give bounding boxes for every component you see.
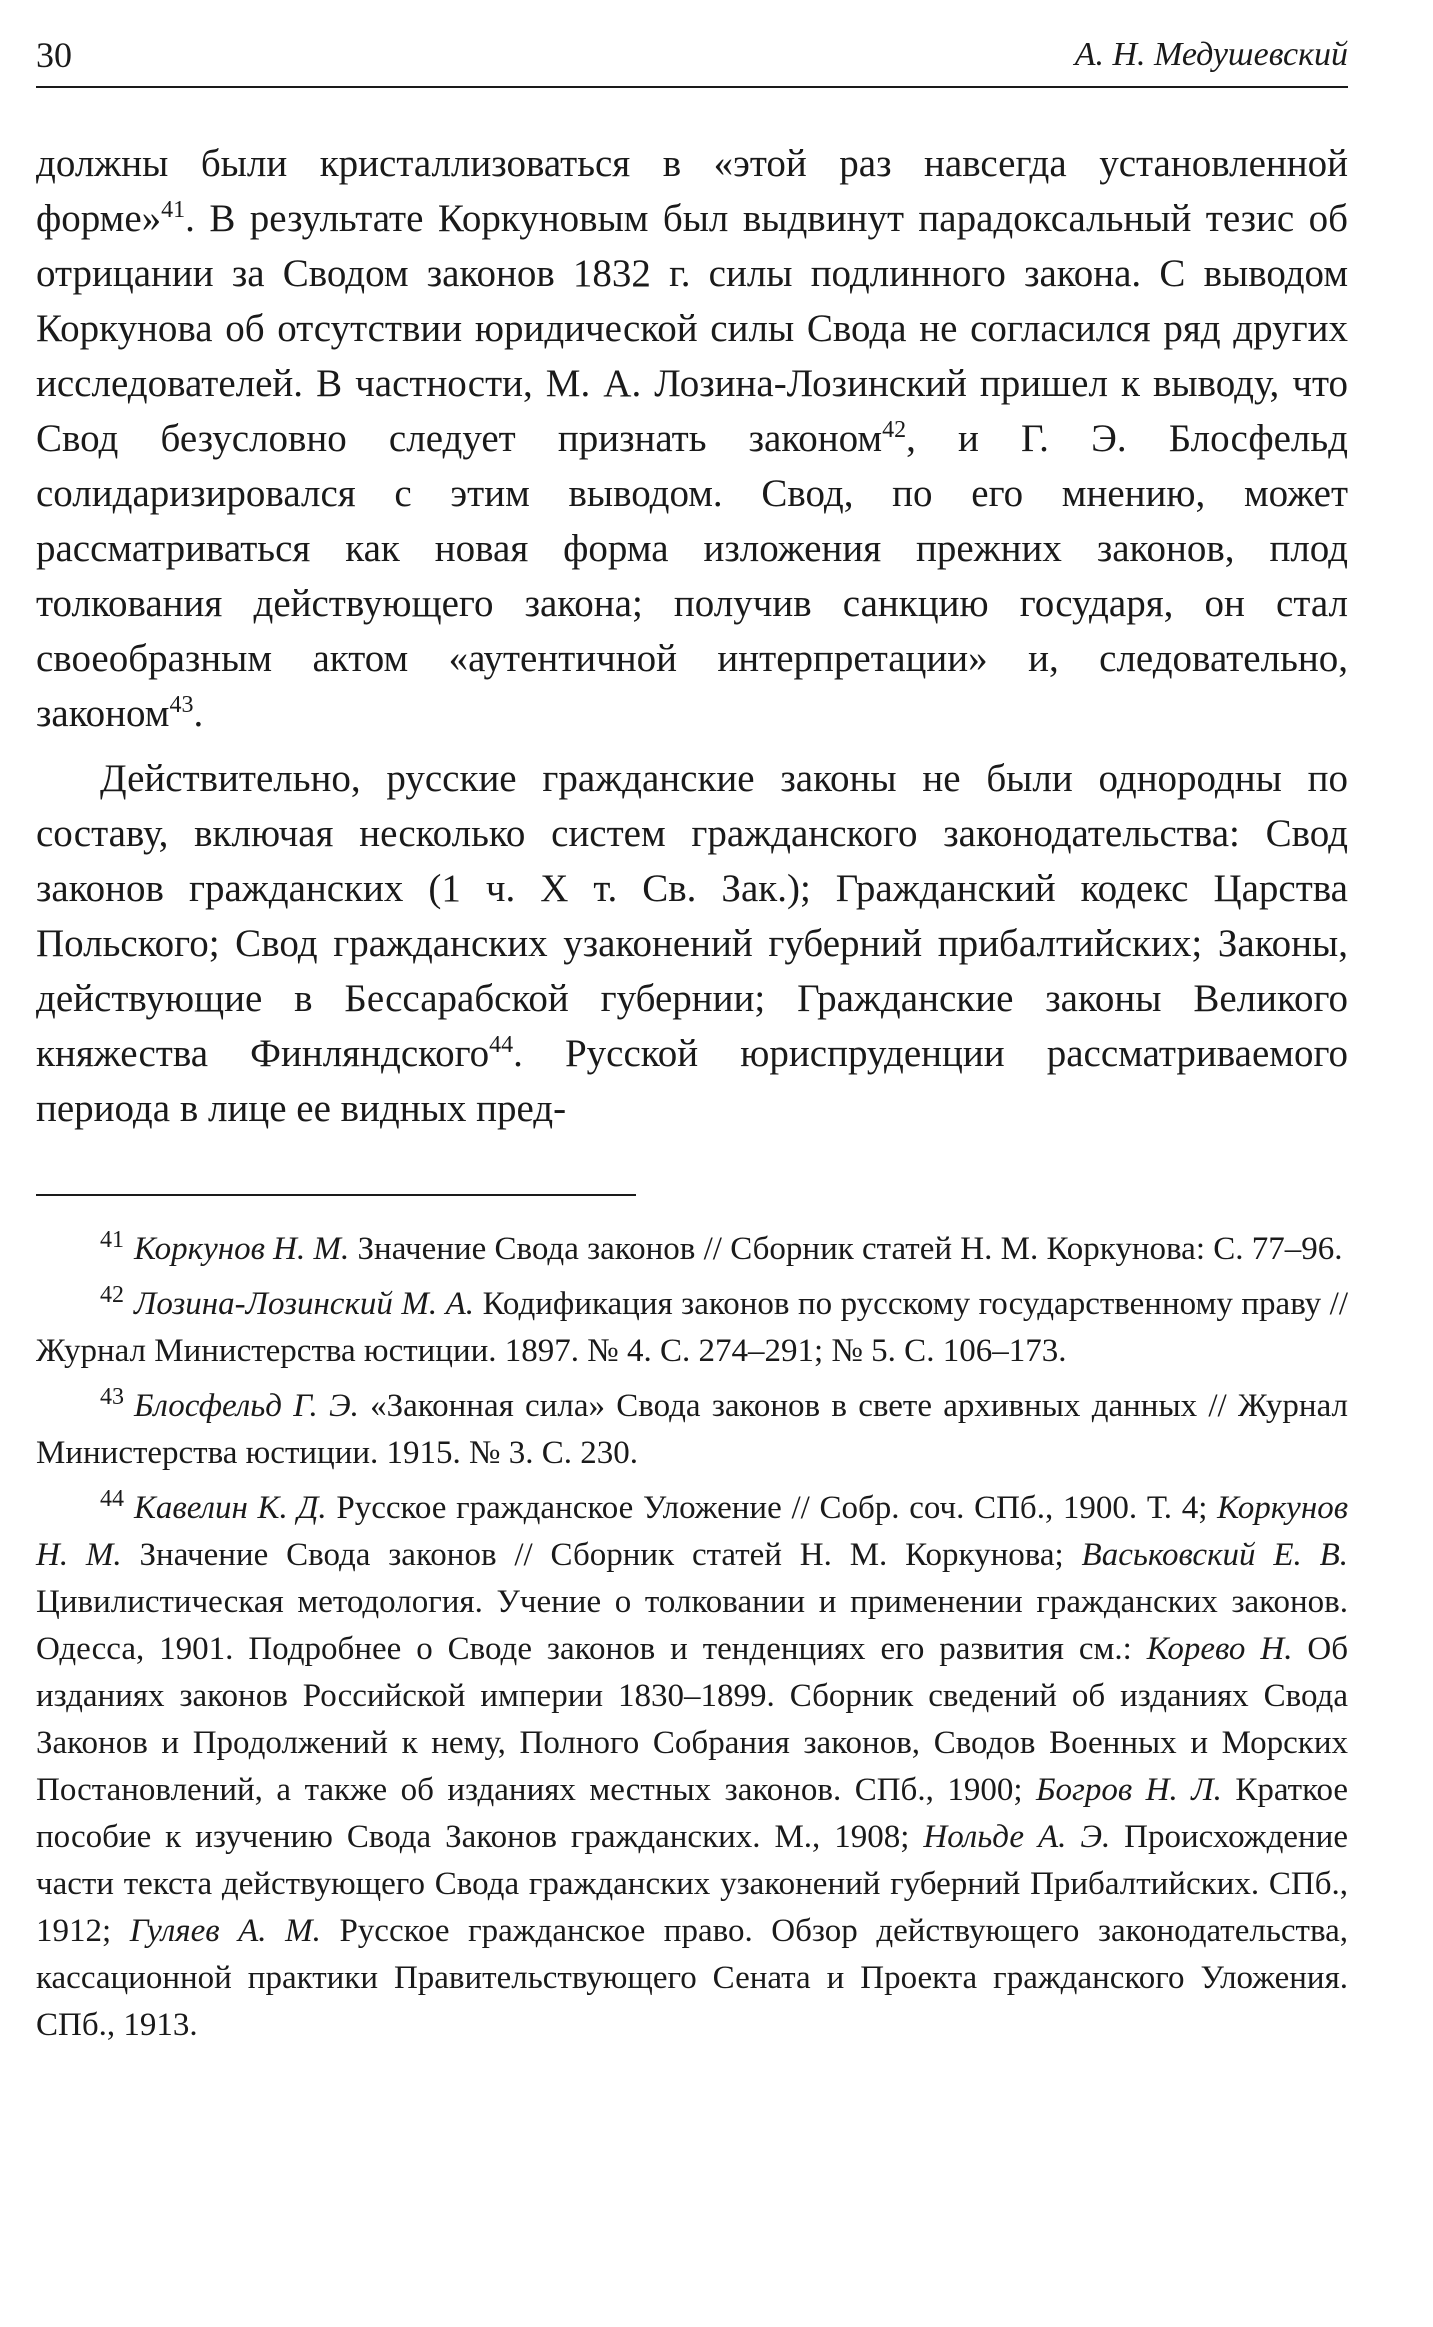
text-segment: . В результате Коркуновым был выдвинут парадоксальный тезис об отрицании за Сводом законов 1832 г. силы подлинного закона. С выводом Коркунова об отсутствии юридической силы Свода не согласился ряд других исследователей. В частности, М. А. Лозина-Лозинский пришел к выводу, что Свод безусловно следует признать законом	[36, 197, 1348, 460]
footnote-text: «Законная сила» Свода законов в свете архивных данных // Журнал Министерства юстиции. 1915. № 3. С. 230.	[36, 1388, 1348, 1471]
footnote-text: Цивилистическая методология. Учение о толковании и применении гражданских законов. Одесса, 1901. Подробнее о Своде законов и тенденциях его развития см.:	[36, 1584, 1348, 1667]
footnote-ref-44: 44	[489, 1032, 514, 1058]
page-header	[36, 24, 1348, 88]
paragraph-1	[36, 136, 1348, 741]
footnote-text: Значение Свода законов // Сборник статей Н. М. Коркунова;	[121, 1537, 1082, 1573]
footnote-number: 41	[100, 1227, 124, 1253]
footnote-author: Нольде А. Э.	[923, 1819, 1111, 1855]
footnote-ref-41: 41	[161, 197, 186, 223]
paragraph-2	[36, 751, 1348, 1136]
running-head: А. Н. Медушевский	[1074, 36, 1348, 73]
main-text	[36, 136, 1348, 1136]
footnote-number: 43	[100, 1384, 124, 1410]
text-segment: Действительно, русские гражданские законы не были однородны по составу, включая несколько систем гражданского законодательства: Свод законов гражданских (1 ч. X т. Св. Зак.); Гражданский кодекс Царства Польского; Свод гражданских узаконений губерний прибалтийских; Законы, действующие в Бессарабской губернии; Гражданские законы Великого княжества Финляндского	[36, 757, 1348, 1075]
footnote-text: Кодификация законов по русскому государственному праву // Журнал Министерства юстиции. 1897. № 4. С. 274–291; № 5. С. 106–173.	[36, 1286, 1348, 1369]
footnote-text: Происхождение части текста действующего Свода гражданских узаконений губерний Прибалтийских. СПб., 1912;	[36, 1819, 1348, 1949]
footnote-41	[36, 1226, 1348, 1273]
footnote-text: Русское гражданское Уложение // Собр. соч. СПб., 1900. Т. 4;	[326, 1490, 1218, 1526]
book-page	[36, 24, 1348, 2057]
footnote-author: Богров Н. Л.	[1036, 1772, 1222, 1808]
footnote-ref-42: 42	[882, 417, 907, 443]
text-segment: .	[193, 692, 204, 735]
footnote-text: Русское гражданское право. Обзор действующего законодательства, кассационной практики Правительствующего Сената и Проекта гражданского Уложения. СПб., 1913.	[36, 1913, 1348, 2043]
footnote-text: Об изданиях законов Российской империи 1830–1899. Сборник сведений об изданиях Свода Законов и Продолжений к нему, Полного Собрания законов, Сводов Военных и Морских Постановлений, а также об изданиях местных законов. СПб., 1900;	[36, 1631, 1349, 1808]
footnote-author: Коркунов Н. М.	[134, 1231, 350, 1267]
footnote-author: Корево Н.	[1146, 1631, 1293, 1667]
footnote-author: Лозина-Лозинский М. А.	[134, 1286, 475, 1322]
footnote-text: Значение Свода законов // Сборник статей Н. М. Коркунова: С. 77–96.	[349, 1231, 1343, 1267]
footnote-divider	[36, 1194, 636, 1196]
footnote-number: 42	[100, 1282, 124, 1308]
footnotes	[36, 1226, 1348, 2049]
footnote-42	[36, 1281, 1348, 1375]
footnote-author: Васьковский Е. В.	[1081, 1537, 1348, 1573]
footnote-text: Краткое пособие к изучению Свода Законов гражданских. М., 1908;	[36, 1772, 1348, 1855]
footnote-44	[36, 1485, 1348, 2049]
text-segment: должны были кристаллизоваться в «этой раз навсегда установленной форме»	[36, 142, 1348, 240]
footnote-number: 44	[100, 1486, 124, 1512]
footnote-author: Кавелин К. Д.	[134, 1490, 327, 1526]
footnote-author: Гуляев А. М.	[129, 1913, 321, 1949]
footnote-43	[36, 1383, 1348, 1477]
footnote-author: Блосфельд Г. Э.	[134, 1388, 359, 1424]
text-segment: , и Г. Э. Блосфельд солидаризировался с этим выводом. Свод, по его мнению, может рассматриваться как новая форма изложения прежних законов, плод толкования действующего закона; получив санкцию государя, он стал своеобразным актом «аутентичной интерпретации» и, следовательно, законом	[36, 417, 1348, 735]
footnote-ref-43: 43	[169, 692, 194, 718]
footnote-author: Коркунов Н. М.	[36, 1490, 1349, 1573]
page-number: 30	[36, 35, 72, 75]
text-segment: . Русской юриспруденции рассматриваемого периода в лице ее видных пред-	[36, 1032, 1348, 1130]
